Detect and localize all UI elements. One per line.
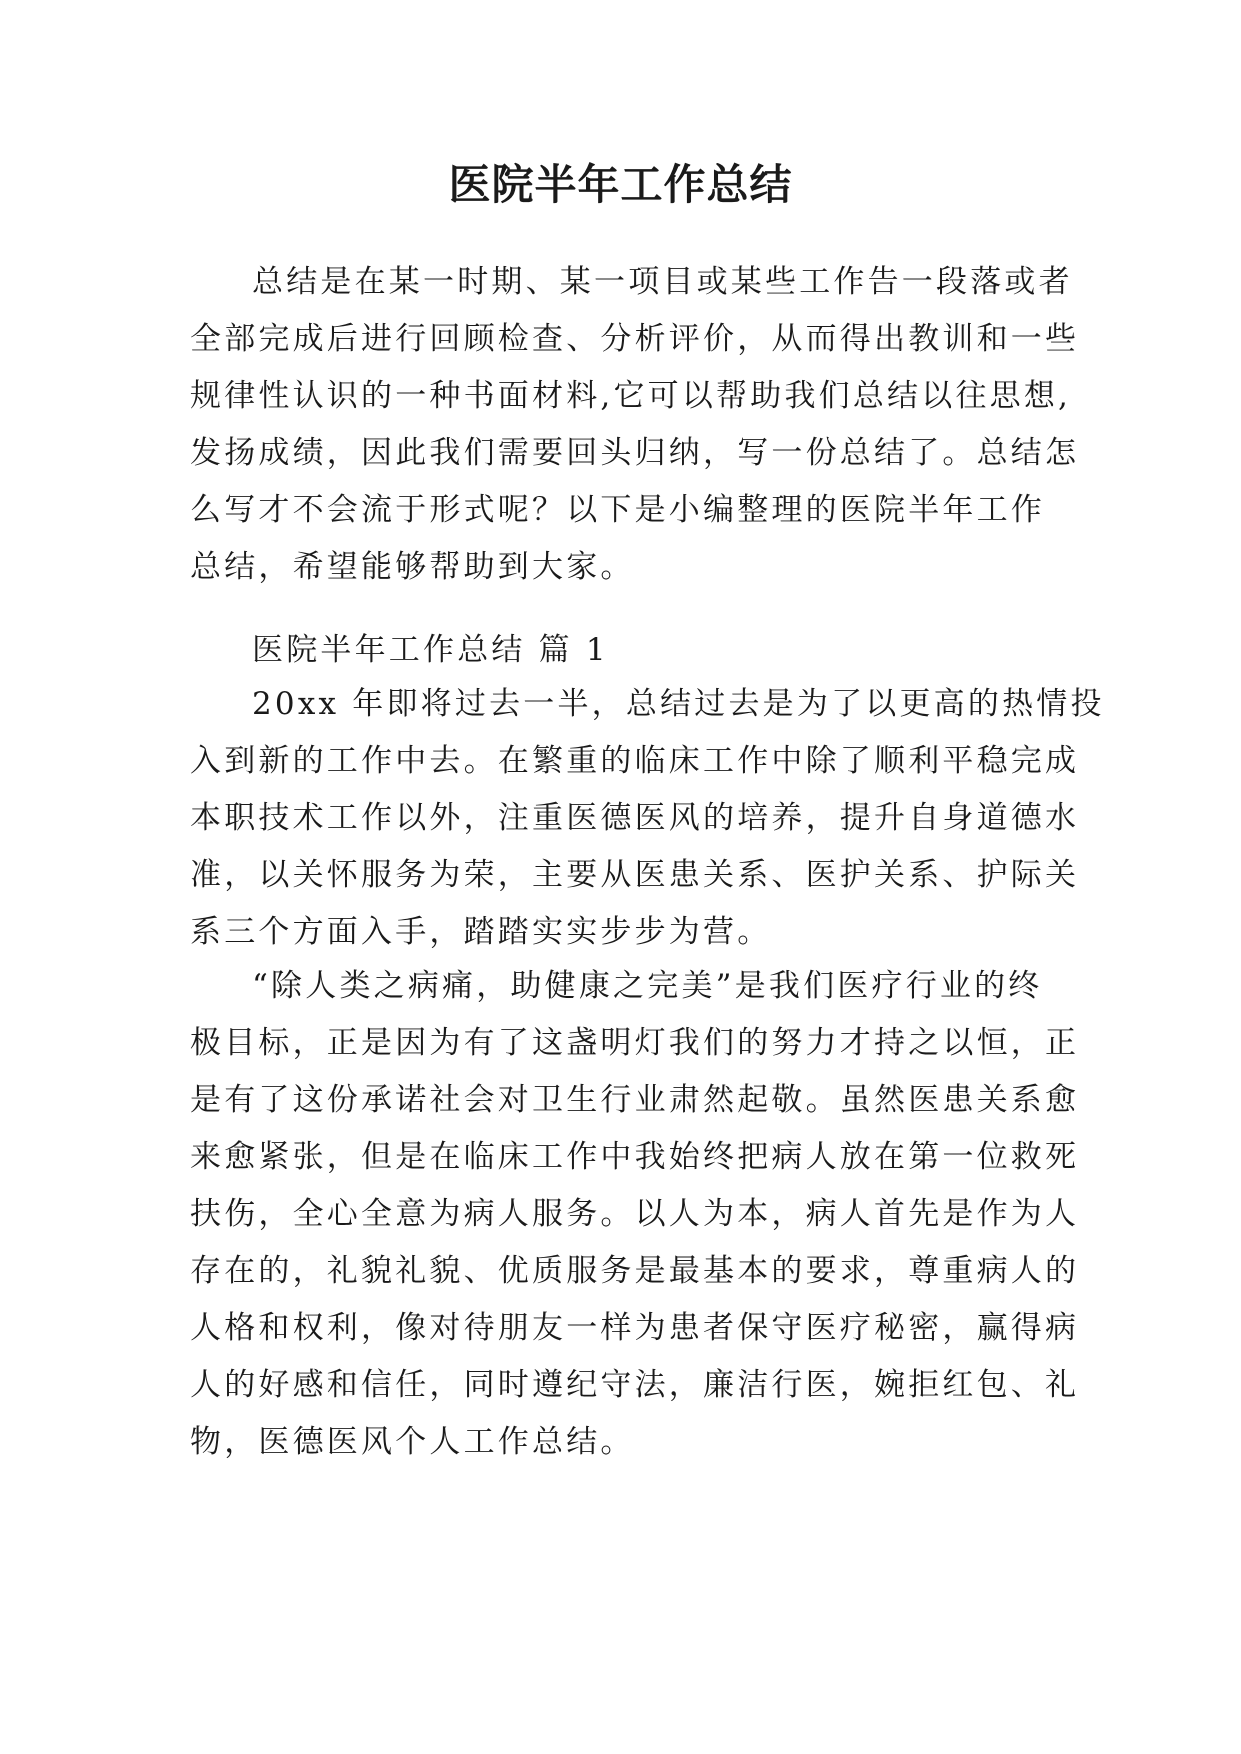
- paragraph-line: 本职技术工作以外，注重医德医风的培养，提升自身道德水: [190, 800, 1080, 836]
- paragraph-line: 存在的，礼貌礼貌、优质服务是最基本的要求，尊重病人的: [190, 1253, 1080, 1289]
- section-heading: 医院半年工作总结 篇 1: [252, 632, 609, 668]
- paragraph-line: “除人类之病痛，助健康之完美”是我们医疗行业的终: [252, 968, 1043, 1004]
- paragraph-line: 是有了这份承诺社会对卫生行业肃然起敬。虽然医患关系愈: [190, 1082, 1080, 1118]
- paragraph-line: 扶伤，全心全意为病人服务。以人为本，病人首先是作为人: [190, 1196, 1080, 1232]
- paragraph-2: [190, 958, 1080, 1471]
- intro-line: 规律性认识的一种书面材料,它可以帮助我们总结以往思想,: [190, 378, 1072, 414]
- paragraph-line: 系三个方面入手，踏踏实实步步为营。: [190, 914, 772, 950]
- document-title: 医院半年工作总结: [448, 160, 793, 209]
- paragraph-line: 准，以关怀服务为荣，主要从医患关系、医护关系、护际关: [190, 857, 1080, 893]
- paragraph-1: [190, 676, 1105, 961]
- paragraph-line: 人的好感和信任，同时遵纪守法，廉洁行医，婉拒红包、礼: [190, 1367, 1080, 1403]
- intro-line: 发扬成绩，因此我们需要回头归纳，写一份总结了。总结怎: [190, 435, 1080, 471]
- paragraph-line: 20xx 年即将过去一半，总结过去是为了以更高的热情投: [252, 686, 1105, 722]
- intro-line: 总结是在某一时期、某一项目或某些工作告一段落或者: [252, 264, 1073, 300]
- paragraph-line: 物，医德医风个人工作总结。: [190, 1424, 635, 1460]
- intro-paragraph: [190, 254, 1080, 596]
- paragraph-line: 入到新的工作中去。在繁重的临床工作中除了顺利平稳完成: [190, 743, 1080, 779]
- paragraph-line: 极目标，正是因为有了这盏明灯我们的努力才持之以恒，正: [190, 1025, 1080, 1061]
- intro-line: 么写才不会流于形式呢？以下是小编整理的医院半年工作: [190, 492, 1045, 528]
- intro-line: 总结，希望能够帮助到大家。: [190, 549, 635, 585]
- paragraph-line: 来愈紧张，但是在临床工作中我始终把病人放在第一位救死: [190, 1139, 1080, 1175]
- intro-line: 全部完成后进行回顾检查、分析评价，从而得出教训和一些: [190, 321, 1080, 357]
- paragraph-line: 人格和权利，像对待朋友一样为患者保守医疗秘密，赢得病: [190, 1310, 1080, 1346]
